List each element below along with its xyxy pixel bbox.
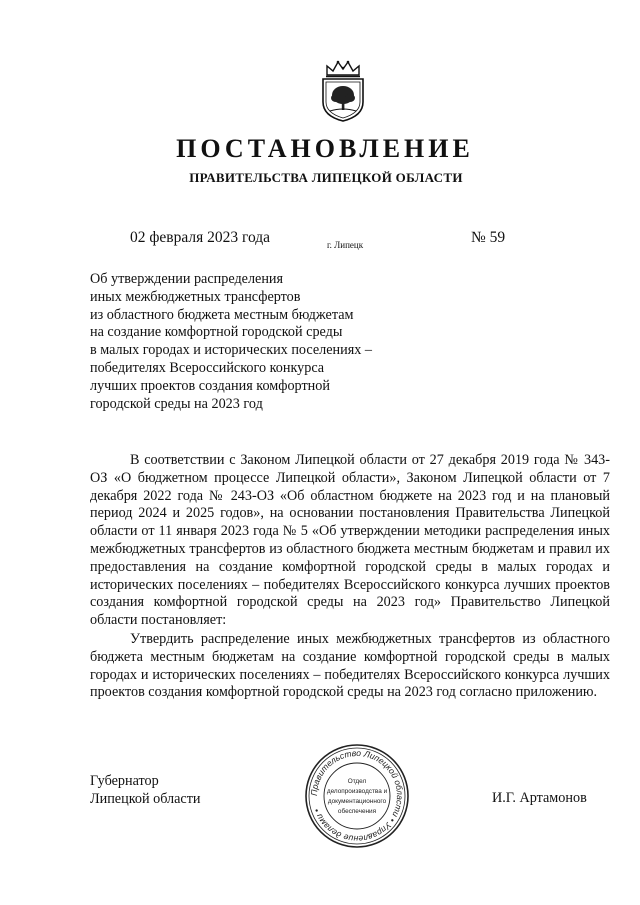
signatory-position-line: Губернатор bbox=[90, 773, 159, 789]
signatory-name: И.Г. Артамонов bbox=[492, 790, 587, 806]
svg-text:Правительство Липецкой области bbox=[309, 748, 405, 844]
document-number: № 59 bbox=[471, 229, 506, 246]
subject-line: лучших проектов создания комфортной bbox=[90, 377, 330, 394]
subject-line: на создание комфортной городской среды bbox=[90, 324, 343, 341]
stamp-center-text: обеспечения bbox=[337, 808, 377, 815]
subject-line: иных межбюджетных трансфертов bbox=[90, 288, 301, 305]
official-stamp bbox=[303, 742, 411, 850]
body-paragraph: В соответствии с Законом Липецкой области от 27 декабря 2019 года № 343-ОЗ «О бюджетном процессе Липецкой области», Законом Липецкой области от 7 декабря 2022 года № 243-ОЗ «Об областном бюджете на 2023 год и на плановый период 2024 и 2025 годов», на основании постановления Правительства Липецкой области от 11 января 2023 года № 5 «Об утверждении методики распределения иных межбюджетных трансфертов из областного бюджета местным бюджетам и правил их предоставления на создание комфортной городской среды в малых городах и исторических поселениях – победителях Всероссийского конкурса лучших проектов создания комфортной городской среды на 2023 год» Правительство Липецкой области постановляет: bbox=[90, 452, 610, 629]
stamp-center-text: делопроизводства и bbox=[326, 788, 388, 795]
signatory-position bbox=[90, 772, 201, 808]
subject-line: Об утверждении распределения bbox=[90, 271, 284, 287]
subject-line: в малых городах и исторических поселениях – bbox=[90, 342, 372, 359]
document-type-title: ПОСТАНОВЛЕНИЕ bbox=[176, 134, 474, 163]
coat-of-arms-emblem bbox=[316, 58, 370, 124]
document-place: г. Липецк bbox=[327, 240, 364, 250]
stamp-center-text: документационного bbox=[327, 798, 387, 805]
stamp-ring-text: Правительство Липецкой области • Управление делами • bbox=[308, 747, 406, 845]
stamp-center-text: Отдел bbox=[347, 778, 367, 785]
signatory-position-line: Липецкой области bbox=[90, 791, 201, 807]
document-subject bbox=[90, 271, 420, 413]
document-date: 02 февраля 2023 года bbox=[130, 229, 271, 246]
issuing-authority: ПРАВИТЕЛЬСТВА ЛИПЕЦКОЙ ОБЛАСТИ bbox=[189, 170, 463, 185]
body-paragraph: Утвердить распределение иных межбюджетных трансфертов из областного бюджета местным бюджетам на создание комфортной городской среды в малых городах и исторических поселениях – победителях Всероссийского конкурса лучших проектов создания комфортной городской среды на 2023 год согласно приложению. bbox=[90, 630, 610, 701]
subject-line: из областного бюджета местным бюджетам bbox=[90, 306, 354, 323]
subject-line: городской среды на 2023 год bbox=[90, 395, 263, 412]
subject-line: победителях Всероссийского конкурса bbox=[90, 359, 325, 376]
document-body bbox=[90, 452, 610, 702]
